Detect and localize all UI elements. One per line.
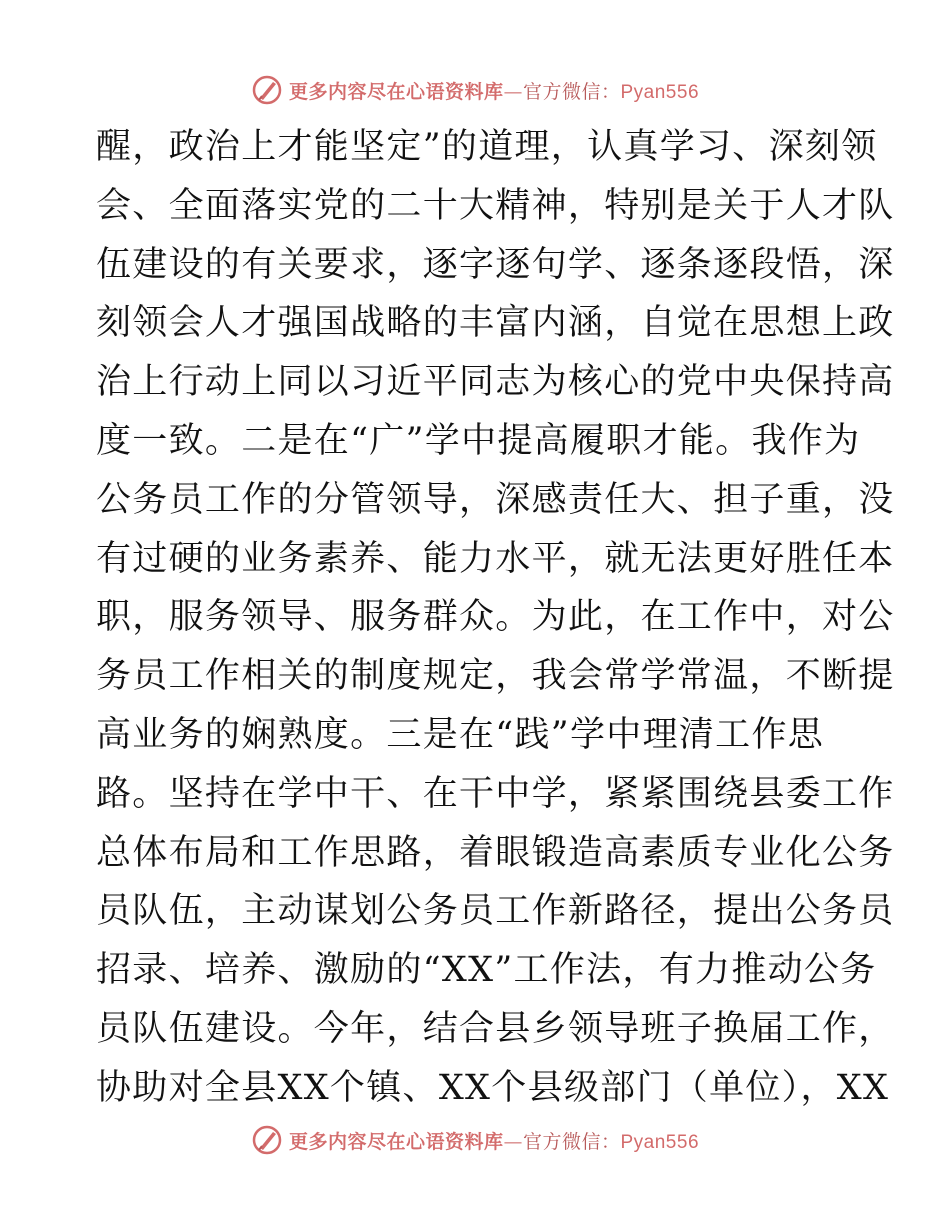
body-line: 刻领会人才强国战略的丰富内涵，自觉在思想上政 — [96, 303, 895, 344]
header-watermark-sub: 官方微信： — [522, 80, 621, 103]
body-line: 员队伍，主动谋划公务员工作新路径，提出公务员 — [96, 891, 895, 932]
body-line: 员队伍建设。今年，结合县乡领导班子换届工作， — [96, 1008, 895, 1049]
body-line: 招录、培养、激励的“XX”工作法，有力推动公务 — [96, 950, 877, 991]
body-line: 协助对全县XX个镇、XX个县级部门（单位），XX — [96, 1067, 890, 1108]
body-line: 醒，政治上才能坚定”的道理，认真学习、深刻领 — [96, 127, 878, 167]
body-line: 务员工作相关的制度规定，我会常学常温，不断提 — [96, 656, 895, 697]
quill-logo-icon — [251, 1124, 283, 1156]
body-line: 有过硬的业务素养、能力水平，就无法更好胜任本 — [96, 538, 895, 579]
document-body — [96, 118, 895, 1118]
body-line: 高业务的娴熟度。三是在“践”学中理清工作思 — [96, 714, 825, 755]
footer-watermark-text — [289, 1127, 699, 1154]
body-line: 伍建设的有关要求，逐字逐句学、逐条逐段悟，深 — [96, 244, 895, 285]
header-watermark-main: 更多内容尽在心语资料库 — [288, 80, 504, 103]
header-watermark-dash: — — [503, 80, 523, 103]
body-line: 公务员工作的分管领导，深感责任大、担子重，没 — [96, 479, 895, 520]
footer-watermark-sub: 官方微信： — [522, 1130, 621, 1153]
footer-watermark-dash: — — [503, 1130, 523, 1153]
footer-watermark-main: 更多内容尽在心语资料库 — [288, 1130, 504, 1153]
header-watermark-text — [289, 77, 699, 104]
header-watermark-id: Pyan556 — [620, 81, 700, 103]
header-watermark — [0, 70, 950, 110]
footer-watermark-id: Pyan556 — [620, 1131, 700, 1153]
body-line: 职，服务领导、服务群众。为此，在工作中，对公 — [96, 597, 895, 638]
body-line: 路。坚持在学中干、在干中学，紧紧围绕县委工作 — [96, 773, 895, 814]
body-line: 总体布局和工作思路，着眼锻造高素质专业化公务 — [96, 832, 895, 873]
body-line: 会、全面落实党的二十大精神，特别是关于人才队 — [96, 185, 895, 226]
body-line: 度一致。二是在“广”学中提高履职才能。我作为 — [96, 420, 861, 461]
quill-logo-icon — [251, 74, 283, 106]
footer-watermark — [0, 1120, 950, 1160]
body-line: 治上行动上同以习近平同志为核心的党中央保持高 — [96, 362, 895, 403]
